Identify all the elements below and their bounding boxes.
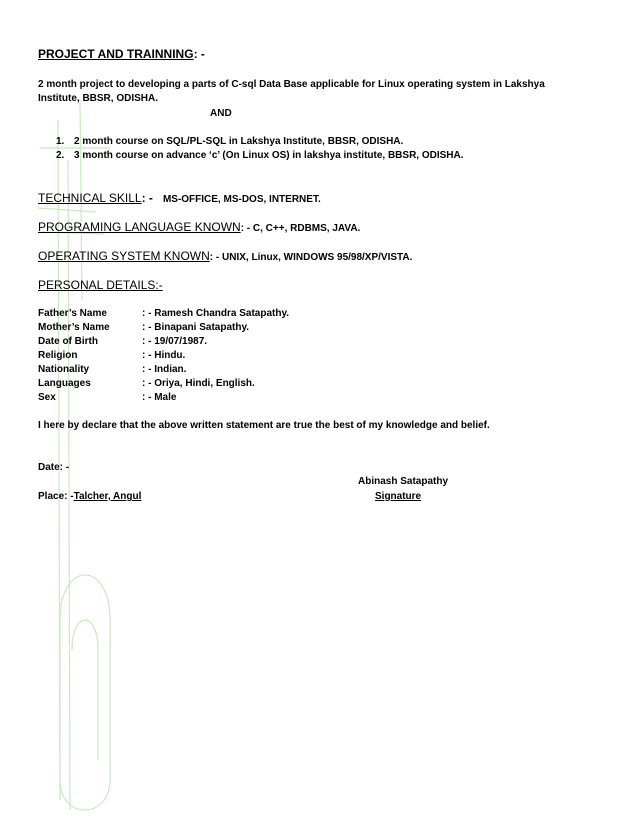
place-line: [38, 490, 141, 504]
applicant-name: Abinash Satapathy: [358, 476, 449, 487]
operating-system-value: : - UNIX, Linux, WINDOWS 95/98/XP/VISTA.: [209, 252, 413, 263]
course-text: 2 month course on SQL/PL-SQL in Lakshya Institute, BBSR, ODISHA.: [74, 136, 404, 147]
course-num: 1.: [56, 136, 65, 147]
detail-label-sex: Sex: [38, 392, 56, 403]
detail-value-nationality: : - Indian.: [142, 364, 187, 375]
detail-label-dob: Date of Birth: [38, 336, 98, 347]
detail-label-mother: Mother’s Name: [38, 322, 110, 333]
detail-label-languages: Languages: [38, 378, 91, 389]
technical-skill-label: TECHNICAL SKILL: [38, 191, 142, 205]
technical-skill-value: MS-OFFICE, MS-DOS, INTERNET.: [162, 194, 321, 205]
detail-value-languages: : - Oriya, Hindi, English.: [142, 378, 255, 389]
detail-label-nationality: Nationality: [38, 364, 90, 375]
place-value: Talcher, Angul: [73, 491, 142, 502]
and-text: AND: [210, 108, 232, 119]
course-num: 2.: [56, 150, 65, 161]
detail-value-religion: : - Hindu.: [142, 350, 186, 361]
detail-label-father: Father’s Name: [38, 308, 107, 319]
operating-system-line: [38, 248, 412, 266]
technical-skill-suffix: : -: [141, 191, 153, 205]
date-label: Date: -: [38, 462, 70, 473]
detail-value-mother: : - Binapani Satapathy.: [142, 322, 250, 333]
project-description: 2 month project to developing a parts of C-sql Data Base applicable for Linux operating system in Lakshya Institute, BBSR, ODISHA.: [38, 79, 545, 104]
declaration-text: I here by declare that the above written statement are true the best of my knowledge and belief.: [38, 420, 490, 431]
technical-skill-line: [38, 190, 321, 208]
detail-value-father: : - Ramesh Chandra Satapathy.: [142, 308, 290, 319]
course-text: 3 month course on advance ‘c’ (On Linux OS) in lakshya institute, BBSR, ODISHA.: [74, 150, 464, 161]
place-label: Place: -: [38, 491, 74, 502]
course-item-2: [56, 149, 464, 163]
detail-value-dob: : - 19/07/1987.: [142, 336, 208, 347]
personal-details-heading: PERSONAL DETAILS:-: [38, 278, 163, 292]
personal-details-heading-line: [38, 277, 163, 293]
programming-label: PROGRAMING LANGUAGE KNOWN: [38, 220, 241, 234]
project-heading-suffix: : -: [193, 47, 205, 61]
course-item-1: [56, 135, 403, 149]
signature-label: Signature: [375, 491, 422, 502]
operating-system-label: OPERATING SYSTEM KNOWN: [38, 249, 210, 263]
project-heading: PROJECT AND TRAINNING: [38, 47, 194, 61]
detail-value-sex: : - Male: [142, 392, 177, 403]
programming-value: : - C, C++, RDBMS, JAVA.: [240, 223, 361, 234]
programming-line: [38, 219, 360, 237]
project-heading-line: [38, 46, 205, 62]
detail-label-religion: Religion: [38, 350, 78, 361]
